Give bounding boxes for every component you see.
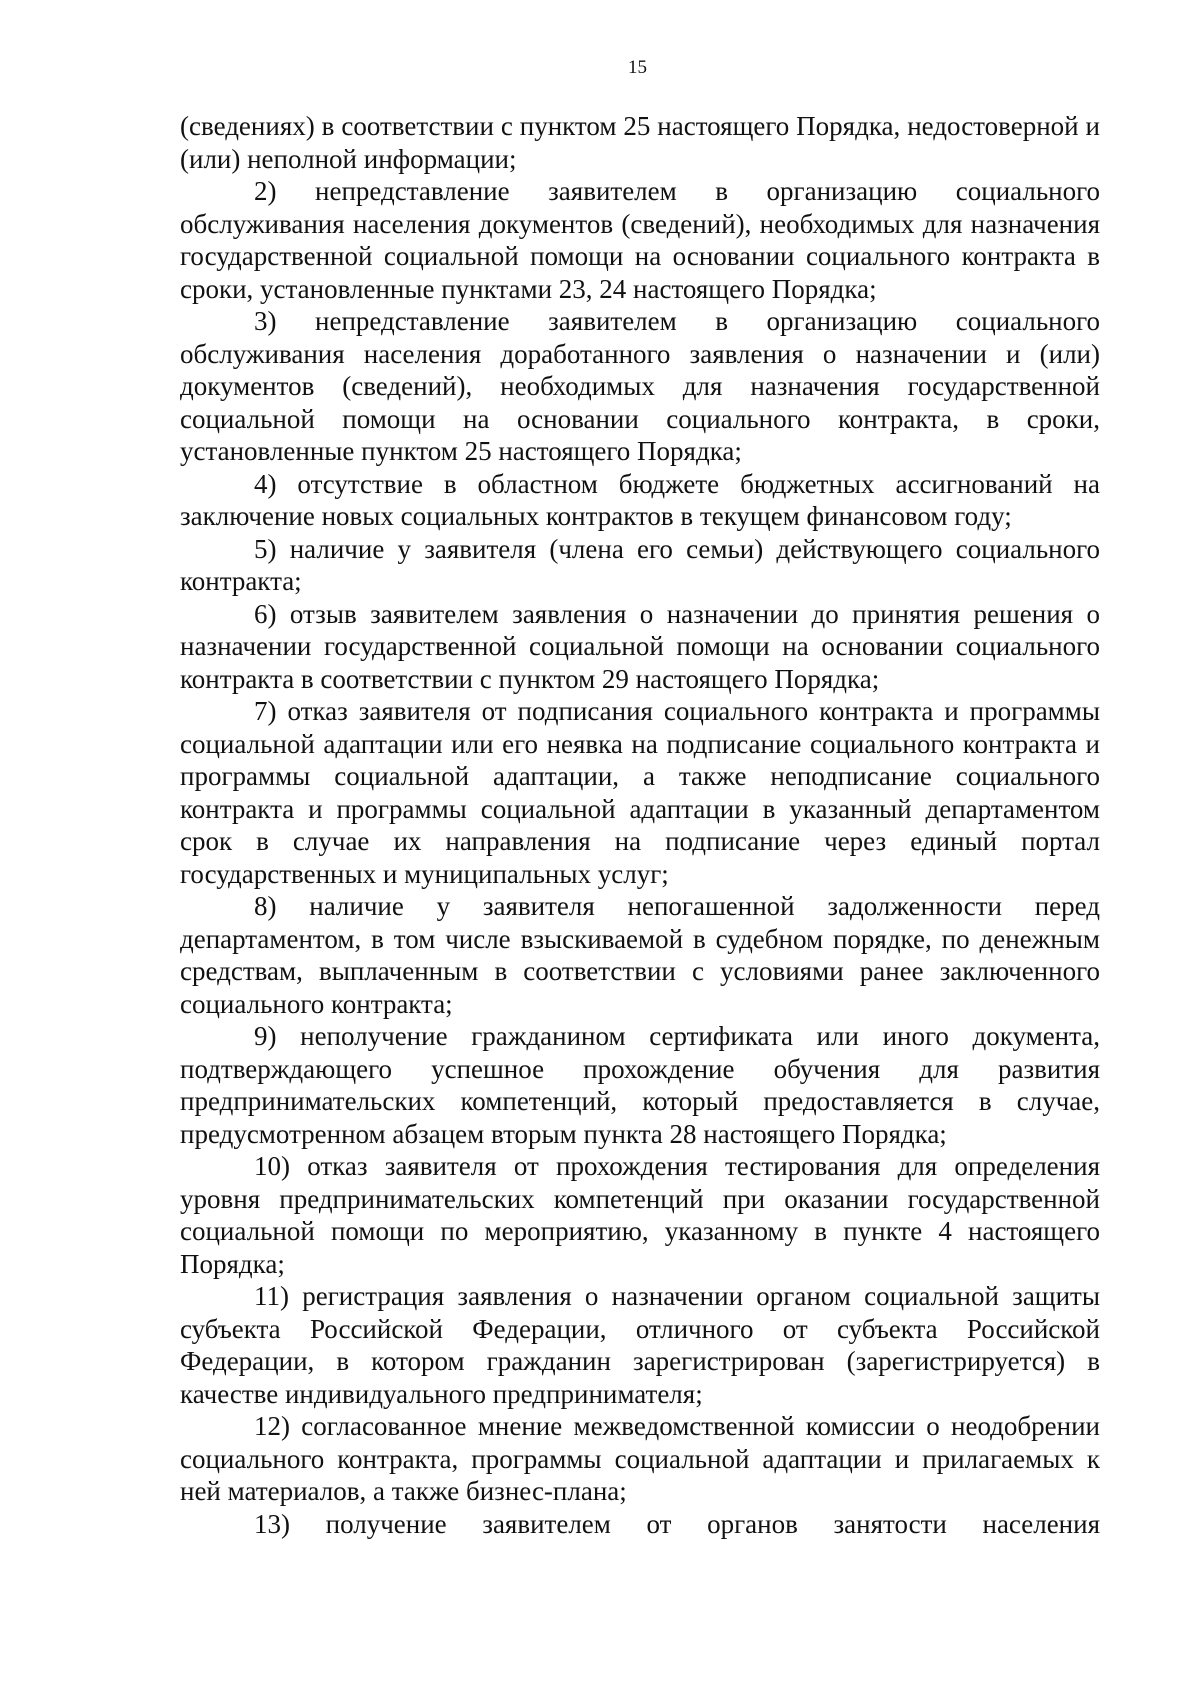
paragraph-item-4: 4) отсутствие в областном бюджете бюджетных ассигнований на заключение новых социальных контрактов в текущем финансовом году; xyxy=(180,468,1100,531)
document-body xyxy=(180,110,1100,1540)
paragraph-item-12: 12) согласованное мнение межведомственной комиссии о неодобрении социального контракта, программы социальной адаптации и прилагаемых к ней материалов, а также бизнес-плана; xyxy=(180,1411,1100,1506)
paragraph-item-5: 5) наличие у заявителя (члена его семьи) действующего социального контракта; xyxy=(180,533,1100,596)
page-number: 15 xyxy=(628,57,647,78)
paragraph-item-7: 7) отказ заявителя от подписания социального контракта и программы социальной адаптации или его неявка на подписание социального контракта и программы социальной адаптации, а также неподписание социального контракта и программы социальной адаптации в указанный департаментом срок в случае их направления на подписание через единый портал государственных и муниципальных услуг; xyxy=(180,696,1100,889)
paragraph-item-13: 13) получение заявителем от органов занятости населения xyxy=(254,1508,1100,1539)
paragraph-item-8: 8) наличие у заявителя непогашенной задолженности перед департаментом, в том числе взыскиваемой в судебном порядке, по денежным средствам, выплаченным в соответствии с условиями ранее заключенного социального контракта; xyxy=(180,891,1100,1019)
paragraph-item-3: 3) непредставление заявителем в организацию социального обслуживания населения доработанного заявления о назначении и (или) документов (сведений), необходимых для назначения государственной социальной помощи на основании социального контракта, в сроки, установленные пунктом 25 настоящего Порядка; xyxy=(180,306,1100,466)
paragraph-item-2: 2) непредставление заявителем в организацию социального обслуживания населения документов (сведений), необходимых для назначения государственной социальной помощи на основании социального контракта в сроки, установленные пунктами 23, 24 настоящего Порядка; xyxy=(180,176,1100,304)
paragraph-item-11: 11) регистрация заявления о назначении органом социальной защиты субъекта Российской Федерации, отличного от субъекта Российской Федерации, в котором гражданин зарегистрирован (зарегистрируется) в качестве индивидуального предпринимателя; xyxy=(180,1281,1100,1409)
paragraph-item-9: 9) неполучение гражданином сертификата или иного документа, подтверждающего успешное прохождение обучения для развития предпринимательских компетенций, который предоставляется в случае, предусмотренном абзацем вторым пункта 28 настоящего Порядка; xyxy=(180,1021,1100,1149)
paragraph-continuation: (сведениях) в соответствии с пунктом 25 настоящего Порядка, недостоверной и (или) неполной информации; xyxy=(180,111,1100,174)
paragraph-item-6: 6) отзыв заявителем заявления о назначении до принятия решения о назначении государственной социальной помощи на основании социального контракта в соответствии с пунктом 29 настоящего Порядка; xyxy=(180,598,1100,694)
paragraph-item-10: 10) отказ заявителя от прохождения тестирования для определения уровня предпринимательских компетенций при оказании государственной социальной помощи по мероприятию, указанному в пункте 4 настоящего Порядка; xyxy=(180,1151,1100,1279)
